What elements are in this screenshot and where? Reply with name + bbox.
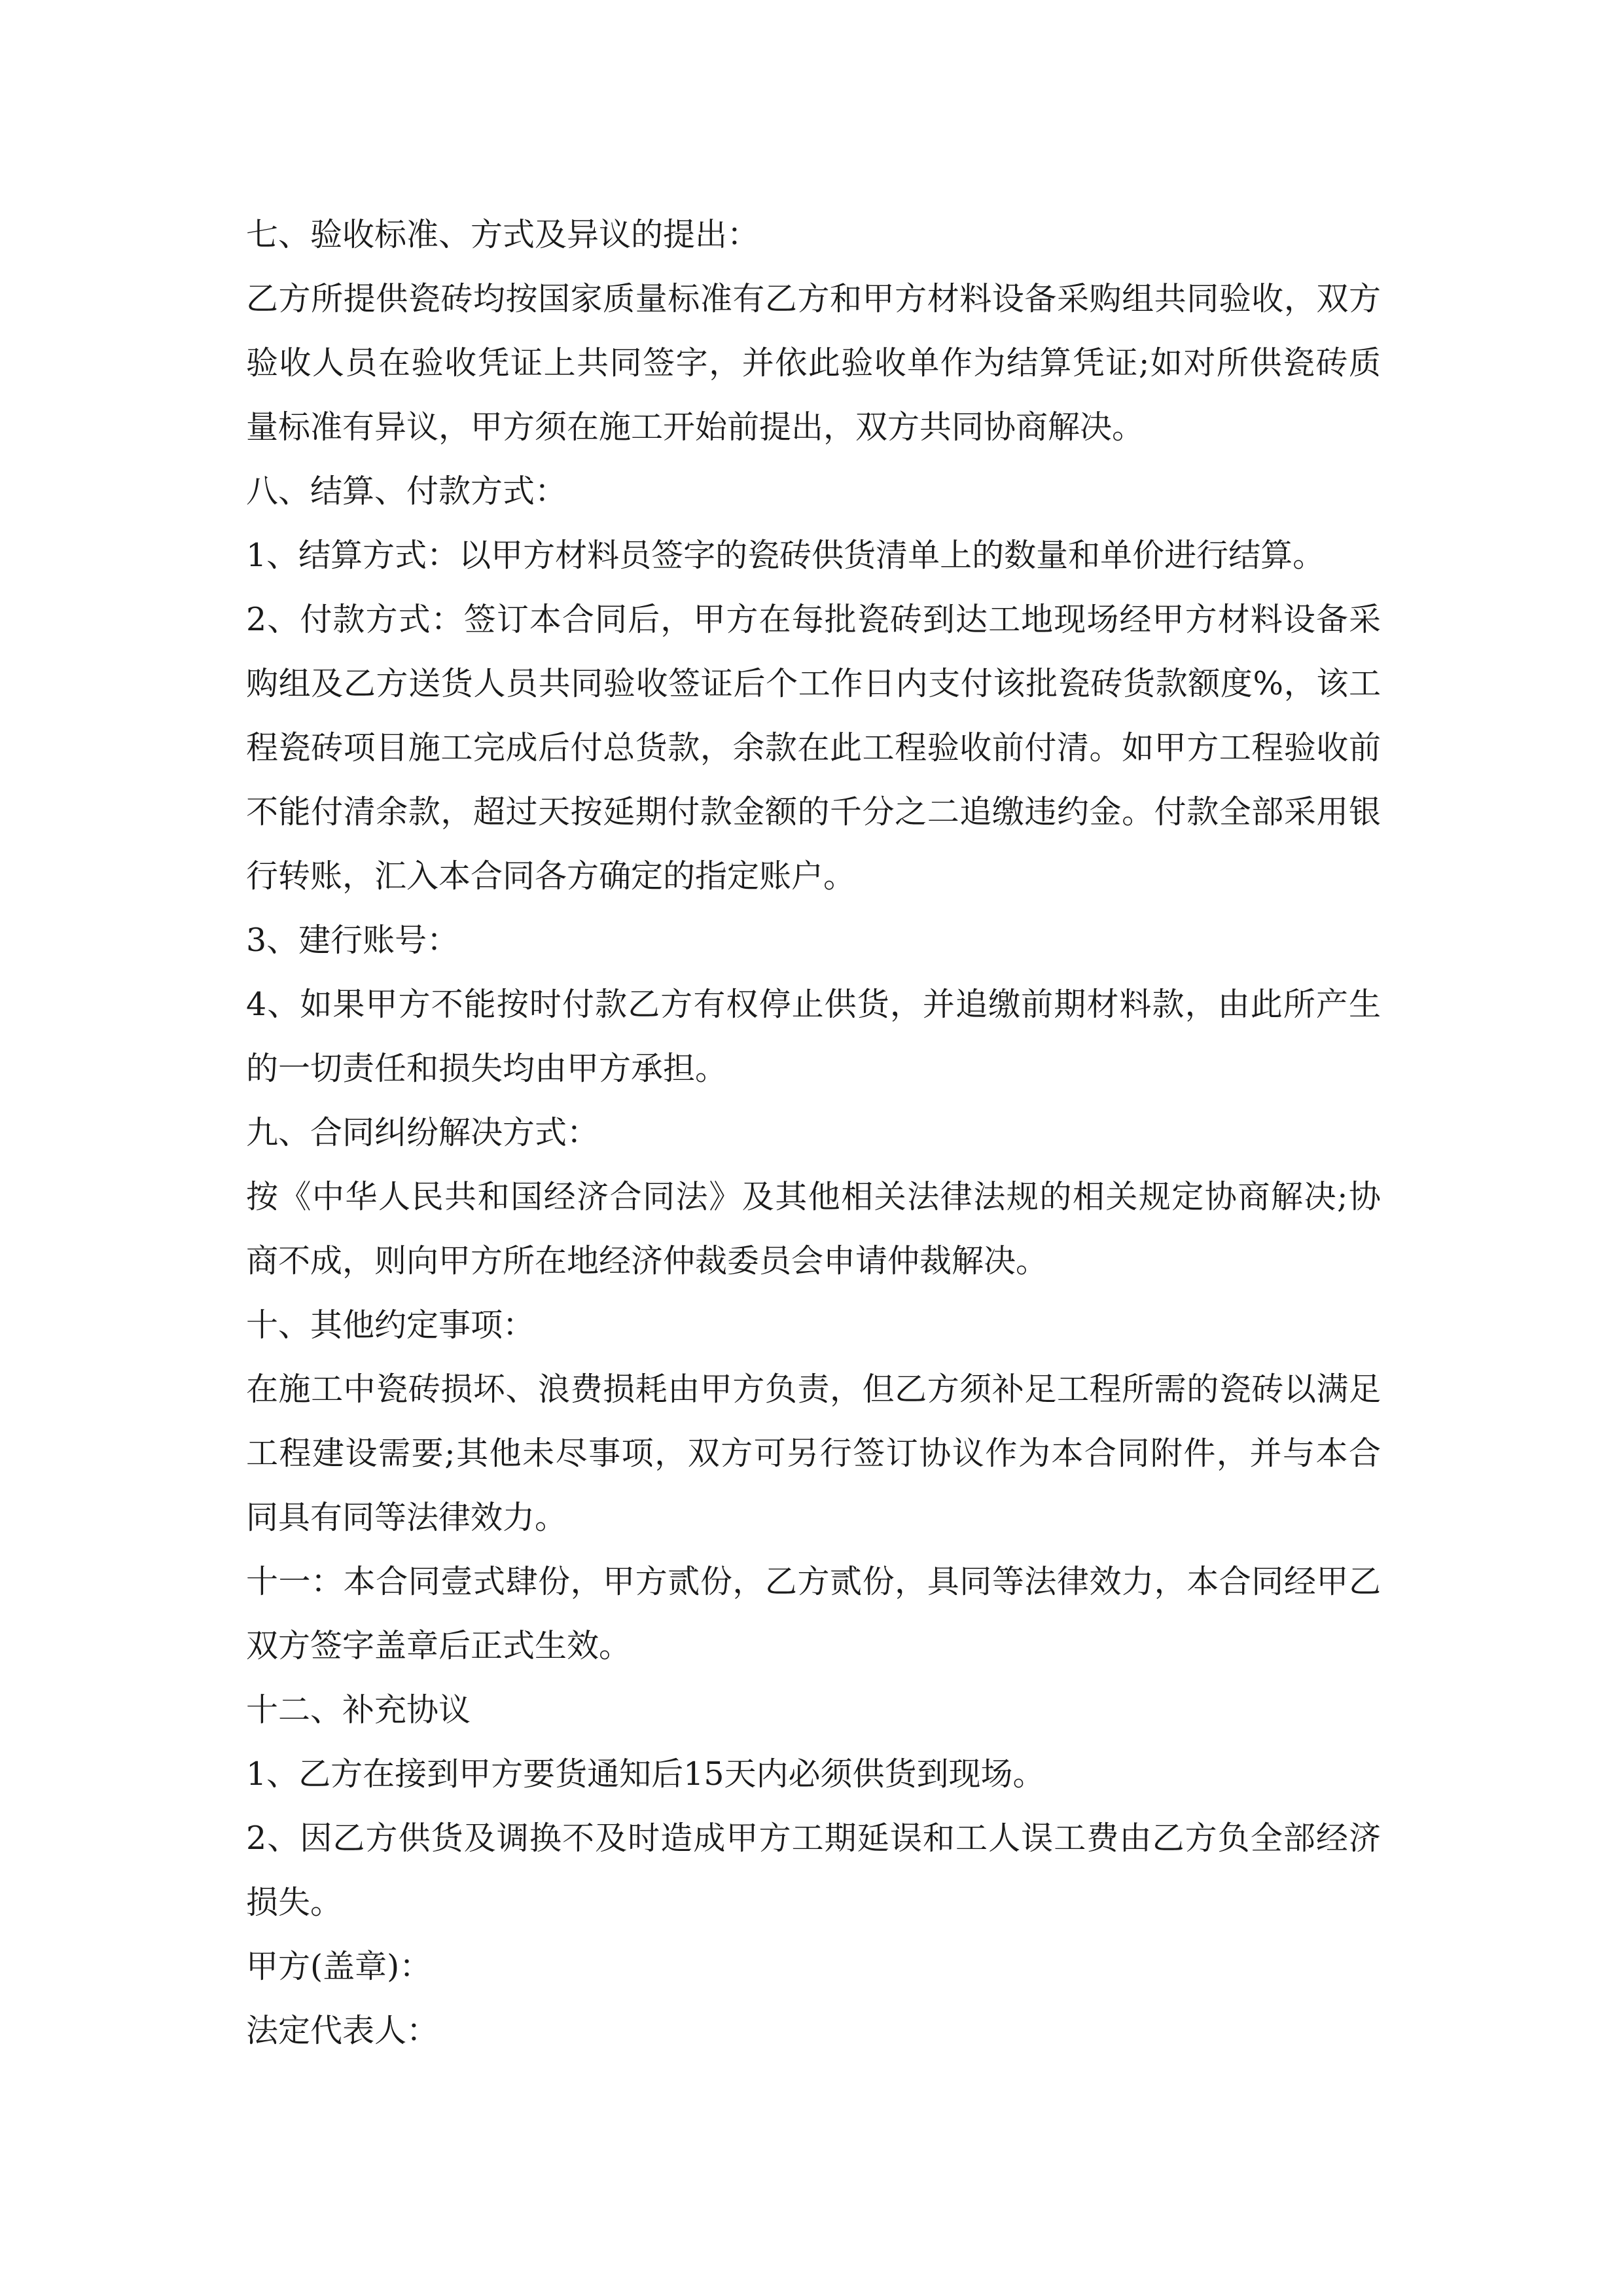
paragraph-line: 行转账，汇入本合同各方确定的指定账户。 [246,857,856,895]
paragraph-line: 双方签字盖章后正式生效。 [246,1627,632,1664]
paragraph-line: 损失。 [246,1884,343,1921]
section-heading-10: 十、其他约定事项： [246,1306,535,1344]
paragraph-line: 2、付款方式：签订本合同后，甲方在每批瓷砖到达工地现场经甲方材料设备采 [246,601,1381,638]
party-a-seal-label: 甲方(盖章)： [246,1948,432,1985]
paragraph-line: 工程建设需要;其他未尽事项，双方可另行签订协议作为本合同附件，并与本合 [246,1435,1381,1472]
paragraph-line: 商不成，则向甲方所在地经济仲裁委员会申请仲裁解决。 [246,1242,1048,1280]
paragraph-line: 验收人员在验收凭证上共同签字，并依此验收单作为结算凭证;如对所供瓷砖质 [246,344,1381,382]
legal-representative-label: 法定代表人： [246,2012,439,2049]
paragraph-line: 1、结算方式：以甲方材料员签字的瓷砖供货清单上的数量和单价进行结算。 [246,537,1325,574]
paragraph-line: 不能付清余款，超过天按延期付款金额的千分之二追缴违约金。付款全部采用银 [246,793,1381,831]
section-heading-7: 七、验收标准、方式及异议的提出： [246,216,760,253]
paragraph-line: 按《中华人民共和国经济合同法》及其他相关法律法规的相关规定协商解决;协 [246,1178,1381,1215]
paragraph-line: 2、因乙方供货及调换不及时造成甲方工期延误和工人误工费由乙方负全部经济 [246,1820,1381,1857]
section-heading-11: 十一：本合同壹式肆份，甲方贰份，乙方贰份，具同等法律效力，本合同经甲乙 [246,1563,1381,1600]
paragraph-line: 同具有同等法律效力。 [246,1499,567,1536]
contract-text [246,203,1381,2063]
paragraph-line: 程瓷砖项目施工完成后付总货款，余款在此工程验收前付清。如甲方工程验收前 [246,729,1381,766]
paragraph-line: 3、建行账号： [246,922,459,959]
paragraph-line: 购组及乙方送货人员共同验收签证后个工作日内支付该批瓷砖货款额度%，该工 [246,665,1381,702]
paragraph-line: 1、乙方在接到甲方要货通知后15天内必须供货到现场。 [246,1755,1045,1793]
paragraph-line: 在施工中瓷砖损坏、浪费损耗由甲方负责，但乙方须补足工程所需的瓷砖以满足 [246,1371,1381,1408]
paragraph-line: 量标准有异议，甲方须在施工开始前提出，双方共同协商解决。 [246,408,1145,446]
paragraph-line: 乙方所提供瓷砖均按国家质量标准有乙方和甲方材料设备采购组共同验收，双方 [246,280,1381,317]
section-heading-9: 九、合同纠纷解决方式： [246,1114,599,1151]
section-heading-8: 八、结算、付款方式： [246,473,567,510]
section-heading-12: 十二、补充协议 [246,1691,471,1729]
paragraph-line: 的一切责任和损失均由甲方承担。 [246,1050,728,1087]
paragraph-line: 4、如果甲方不能按时付款乙方有权停止供货，并追缴前期材料款，由此所产生 [246,986,1381,1023]
